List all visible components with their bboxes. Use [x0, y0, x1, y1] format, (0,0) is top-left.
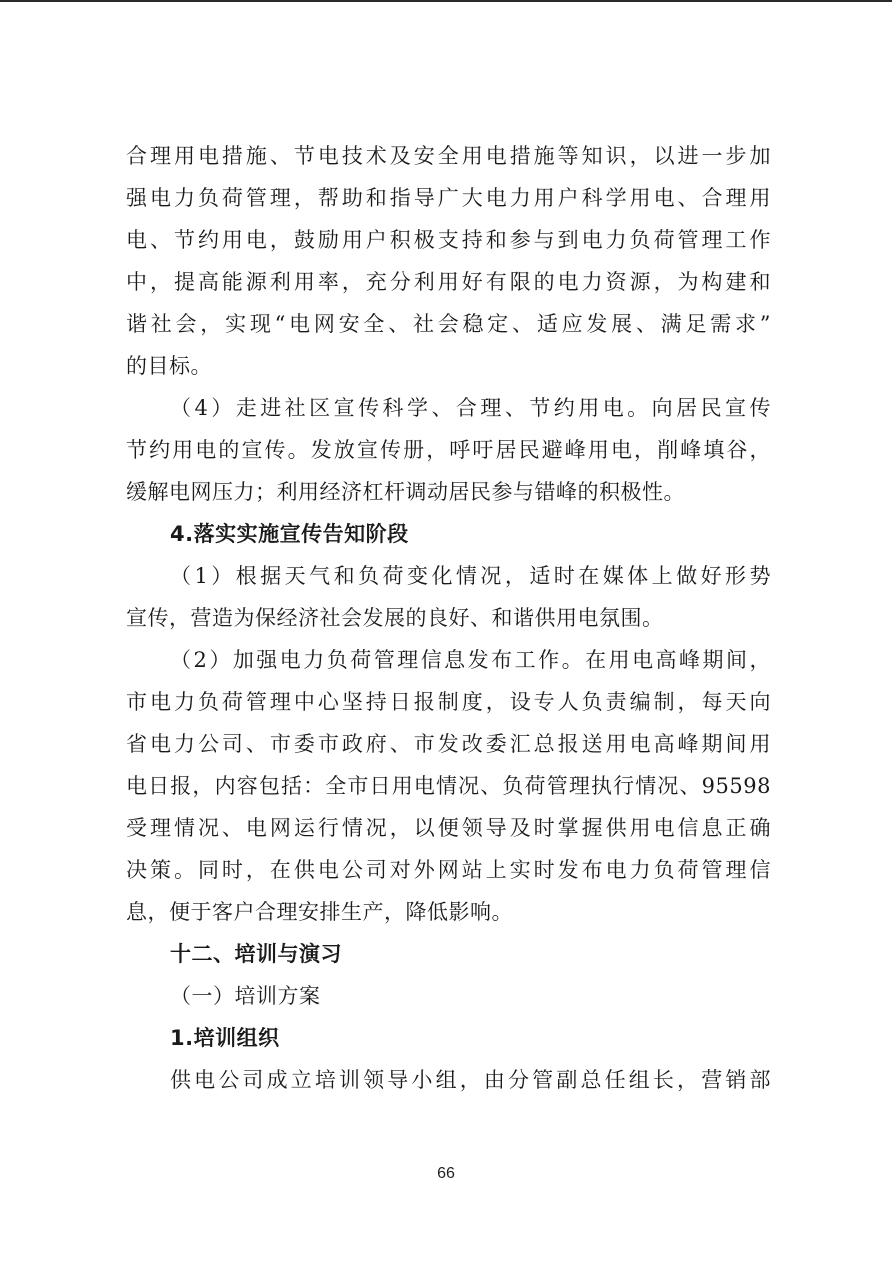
- paragraph-line: 节约用电的宣传。发放宣传册，呼吁居民避峰用电，削峰填谷，: [126, 438, 771, 462]
- paragraph-line: 受理情况、电网运行情况，以便领导及时掌握供用电信息正确: [126, 816, 771, 840]
- subsection-heading: （一）培训方案: [170, 984, 321, 1008]
- section-heading: 4.落实实施宣传告知阶段: [170, 522, 409, 546]
- top-border: [0, 0, 892, 2]
- paragraph-line: 合理用电措施、节电技术及安全用电措施等知识，以进一步加: [126, 144, 771, 168]
- paragraph-line: （2）加强电力负荷管理信息发布工作。在用电高峰期间，: [170, 648, 771, 672]
- page-number: 66: [437, 1165, 455, 1182]
- paragraph-line: 决策。同时，在供电公司对外网站上实时发布电力负荷管理信: [126, 858, 771, 882]
- paragraph-line: 缓解电网压力；利用经济杠杆调动居民参与错峰的积极性。: [126, 480, 685, 504]
- paragraph-line: 强电力负荷管理，帮助和指导广大电力用户科学用电、合理用: [126, 186, 771, 210]
- paragraph-line: 电、节约用电，鼓励用户积极支持和参与到电力负荷管理工作: [126, 228, 771, 252]
- paragraph-line: 市电力负荷管理中心坚持日报制度，设专人负责编制，每天向: [126, 690, 771, 714]
- paragraph-line: 供电公司成立培训领导小组，由分管副总任组长，营销部: [170, 1068, 771, 1092]
- paragraph-line: （4）走进社区宣传科学、合理、节约用电。向居民宣传: [170, 396, 771, 420]
- paragraph-line: （1）根据天气和负荷变化情况，适时在媒体上做好形势: [170, 564, 771, 588]
- paragraph-line: 中，提高能源利用率，充分利用好有限的电力资源，为构建和: [126, 270, 771, 294]
- paragraph-line: 谐社会，实现“电网安全、社会稳定、适应发展、满足需求”: [126, 312, 771, 336]
- section-heading: 1.培训组织: [170, 1026, 280, 1050]
- paragraph-line: 的目标。: [126, 354, 212, 378]
- document-body: [126, 135, 771, 1101]
- paragraph-line: 宣传，营造为保经济社会发展的良好、和谐供用电氛围。: [126, 606, 664, 630]
- chapter-heading: 十二、培训与演习: [170, 942, 342, 966]
- paragraph-line: 息，便于客户合理安排生产，降低影响。: [126, 900, 513, 924]
- paragraph-line: 电日报，内容包括：全市日用电情况、负荷管理执行情况、95598: [126, 774, 771, 798]
- paragraph-line: 省电力公司、市委市政府、市发改委汇总报送用电高峰期间用: [126, 732, 771, 756]
